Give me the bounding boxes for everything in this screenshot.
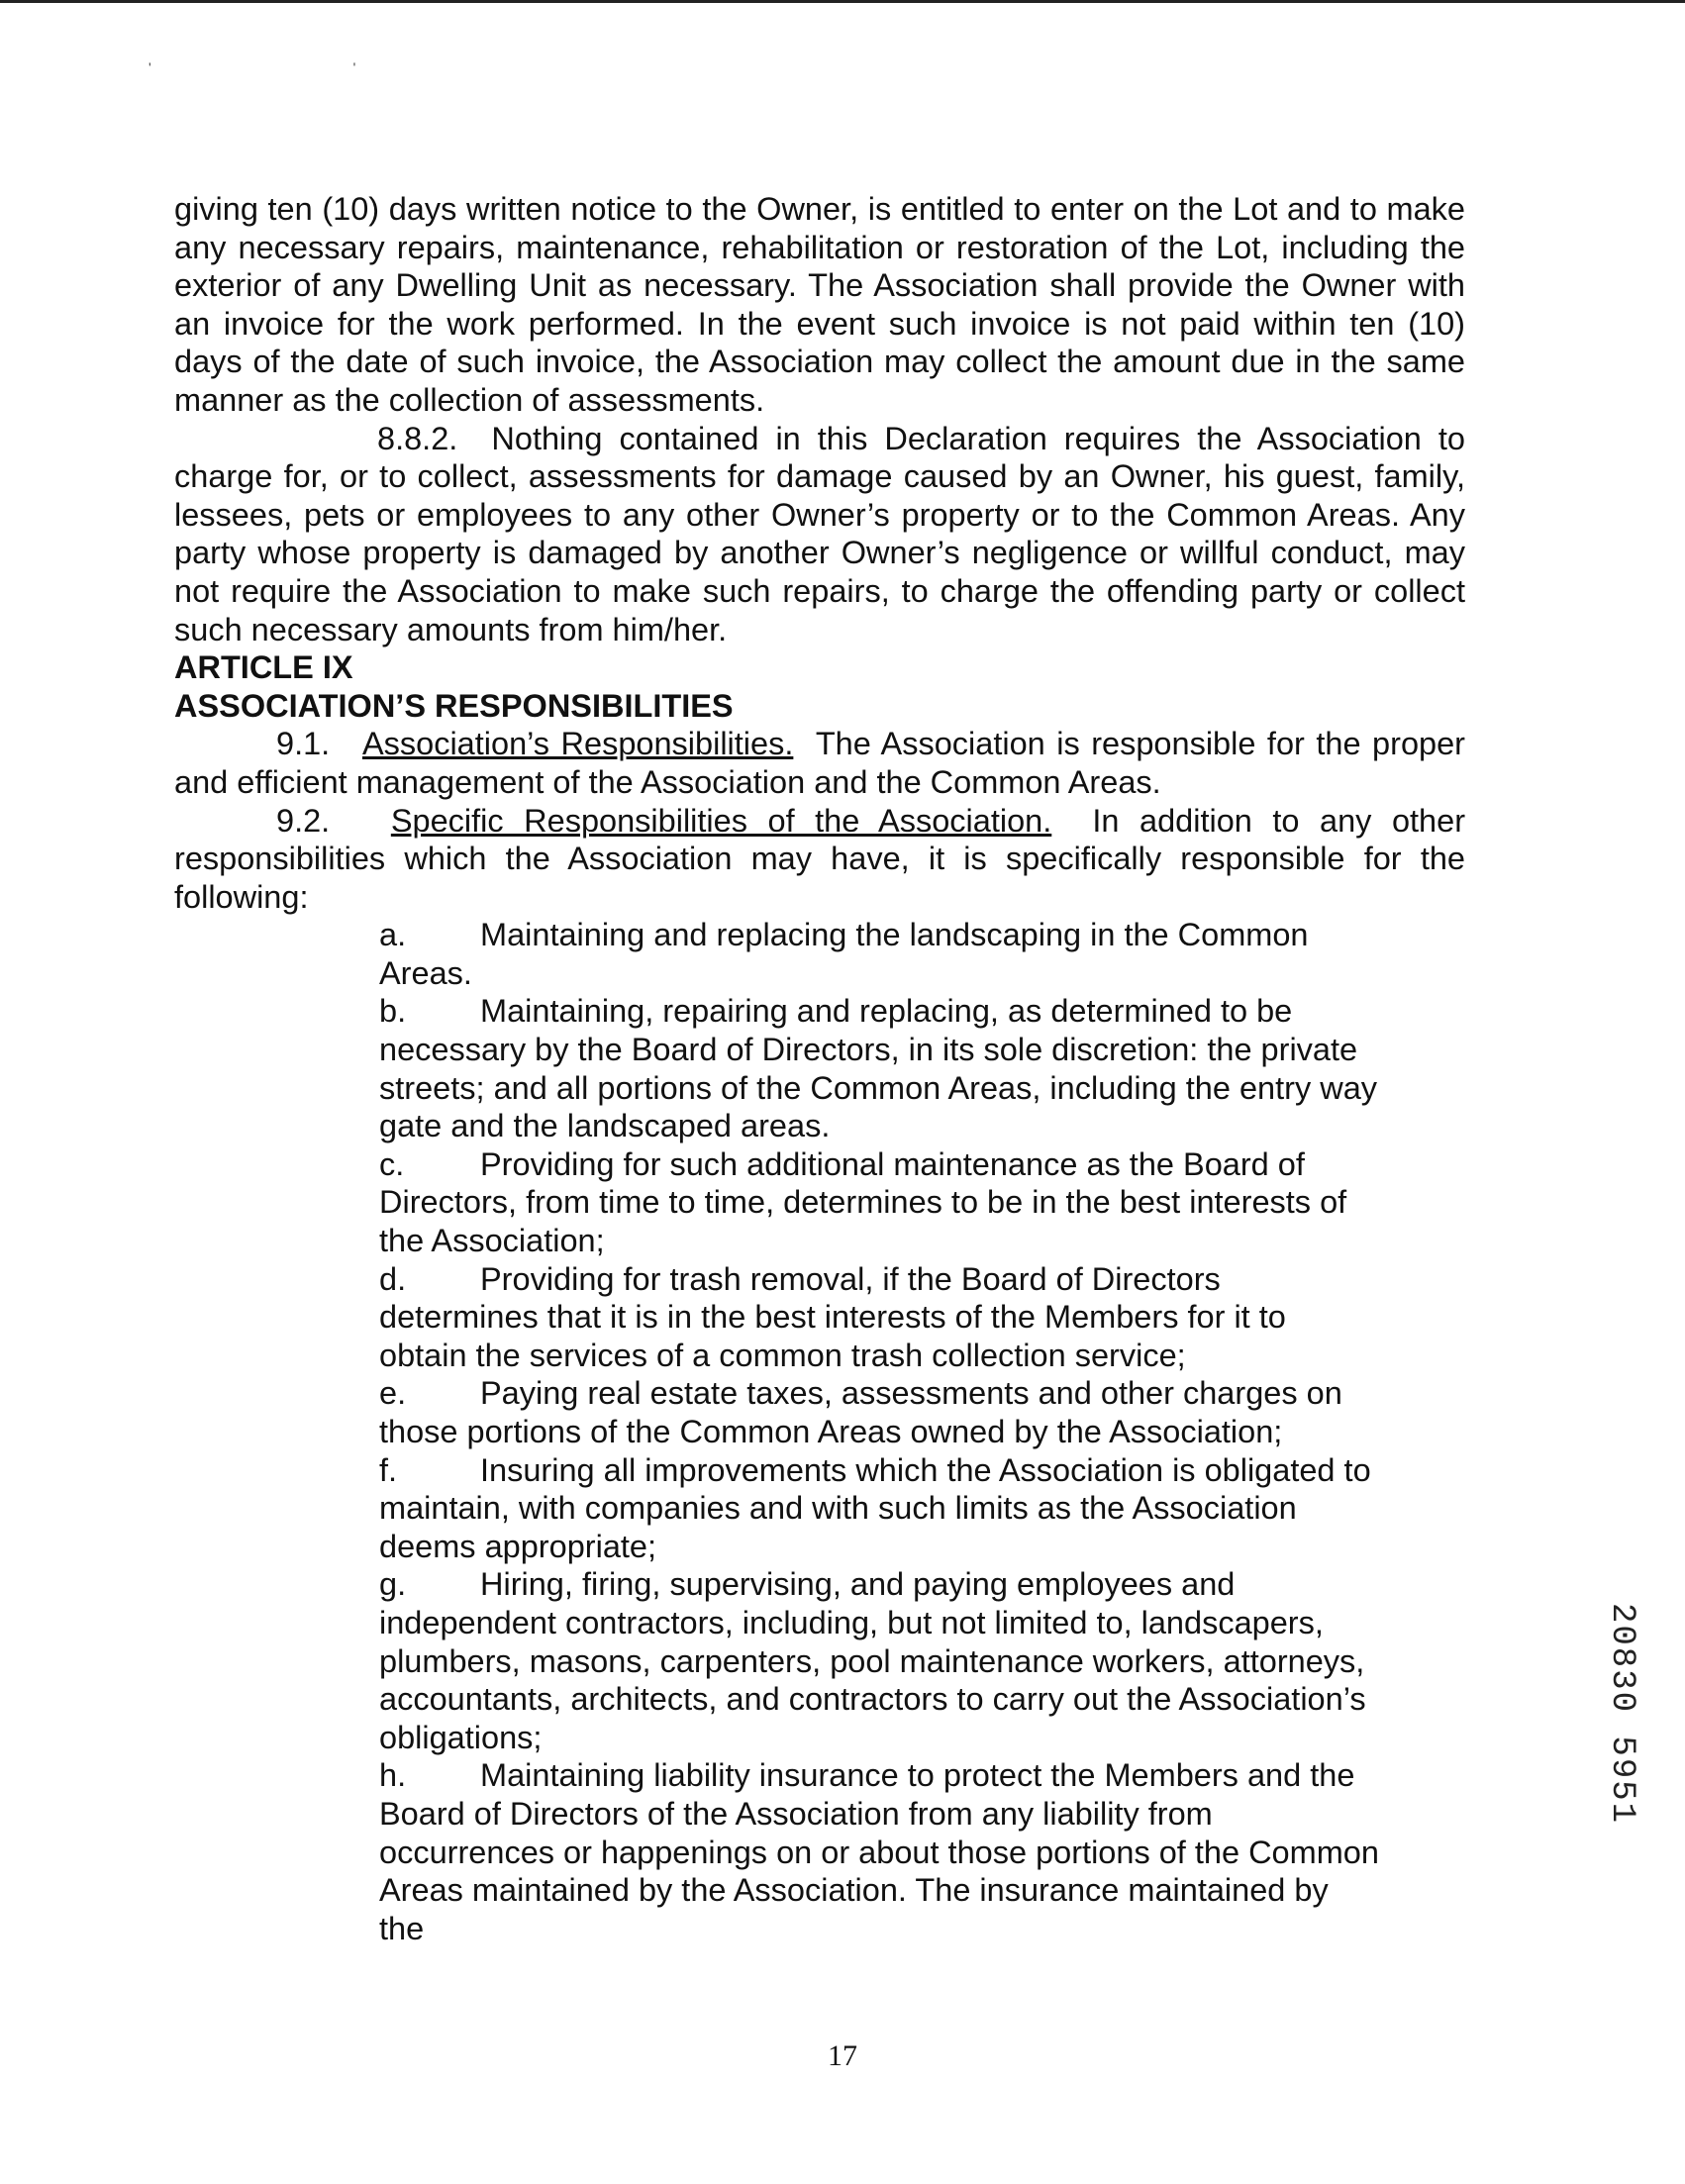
list-item: [379, 1260, 1379, 1375]
list-item-text: Paying real estate taxes, assessments and other charges on those portions of the Common Areas owned by the Association;: [379, 1375, 1342, 1449]
list-item-label: c.: [379, 1145, 405, 1182]
list-item-label: a.: [379, 917, 407, 953]
list-item: [379, 916, 1379, 992]
list-item-label: h.: [379, 1757, 407, 1794]
list-item: [379, 1565, 1379, 1756]
list-item-text: Providing for such additional maintenance as the Board of Directors, from time to time, determines to be in the best interests of the Association;: [379, 1145, 1347, 1259]
section-text-8-8-2: Nothing contained in this Declaration requires the Association to charge for, or to collect, assessments for damage caused by an Owner, his guest, family, lessees, pets or employees to any other Owner’s property or to the Common Areas. Any party whose property is damaged by another Owner’s negligence or willful conduct, may not require the Association to make such repairs, to charge the offending party or collect such necessary amounts from him/her.: [174, 420, 1466, 647]
section-number-8-8-2: 8.8.2.: [377, 420, 458, 456]
section-number-9-2: 9.2.: [276, 802, 331, 839]
paragraph-8-8-2: [174, 420, 1465, 649]
article-title: ARTICLE IX: [174, 649, 353, 686]
list-item-text: Providing for trash removal, if the Board of Directors determines that it is in the best interests of the Members for it to obtain the services of a common trash collection service;: [379, 1260, 1286, 1373]
paragraph-continuation: giving ten (10) days written notice to the Owner, is entitled to enter on the Lot and to make any necessary repairs, maintenance, rehabilitation or restoration of the Lot, including the exterior of any Dwelling Unit as necessary. The Association shall provide the Owner with an invoice for the work performed. In the event such invoice is not paid within ten (10) days of the date of such invoice, the Association may collect the amount due in the same manner as the collection of assessments.: [174, 191, 1465, 418]
scan-specks: ' ': [149, 59, 455, 75]
list-item-label: e.: [379, 1375, 407, 1412]
list-item: [379, 1374, 1379, 1450]
section-text-9-2: In addition to any other responsibilities which the Association may have, it is specifically responsible for the following:: [174, 802, 1466, 915]
paragraph-9-1: [174, 725, 1465, 801]
list-item: [379, 1451, 1379, 1566]
section-title-9-1: Association’s Responsibilities.: [361, 726, 794, 762]
list-item-label: d.: [379, 1260, 407, 1297]
list-item-label: g.: [379, 1566, 407, 1603]
list-item-label: f.: [379, 1451, 398, 1488]
paragraph-9-2: [174, 802, 1465, 917]
side-document-stamp: 20830 5951: [1603, 1603, 1640, 1826]
list-item: [379, 1145, 1379, 1260]
responsibilities-list: [174, 916, 1379, 1947]
section-number-9-1: 9.1.: [276, 726, 331, 762]
list-item-text: Maintaining, repairing and replacing, as determined to be necessary by the Board of Directors, in its sole discretion: the private streets; and all portions of the Common Areas, including the entry way gate and the landscaped areas.: [379, 993, 1378, 1144]
list-item-text: Insuring all improvements which the Association is obligated to maintain, with companies and with such limits as the Association deems appropriate;: [379, 1451, 1371, 1564]
list-item-text: Hiring, firing, supervising, and paying employees and independent contractors, including, but not limited to, landscapers, plumbers, masons, carpenters, pool maintenance workers, attorneys, accountants, architects, and contractors to carry out the Association’s obligations;: [379, 1566, 1366, 1755]
list-item-text: Maintaining and replacing the landscaping in the Common Areas.: [379, 917, 1309, 991]
list-item: [379, 992, 1379, 1144]
document-page: [174, 190, 1465, 1947]
top-border-line: [0, 0, 1685, 3]
list-item-text: Maintaining liability insurance to protect the Members and the Board of Directors of the Association from any liability from occurrences or happenings on or about those portions of the Common Areas maintained by the Association. The insurance maintained by the: [379, 1757, 1379, 1946]
section-text-9-1: The Association is responsible for the proper and efficient management of the Association and the Common Areas.: [174, 726, 1465, 800]
list-item-label: b.: [379, 993, 407, 1030]
page-number: 17: [828, 2039, 857, 2072]
article-subtitle: ASSOCIATION’S RESPONSIBILITIES: [174, 687, 734, 724]
section-title-9-2: Specific Responsibilities of the Association.: [390, 802, 1052, 839]
list-item: [379, 1756, 1379, 1947]
